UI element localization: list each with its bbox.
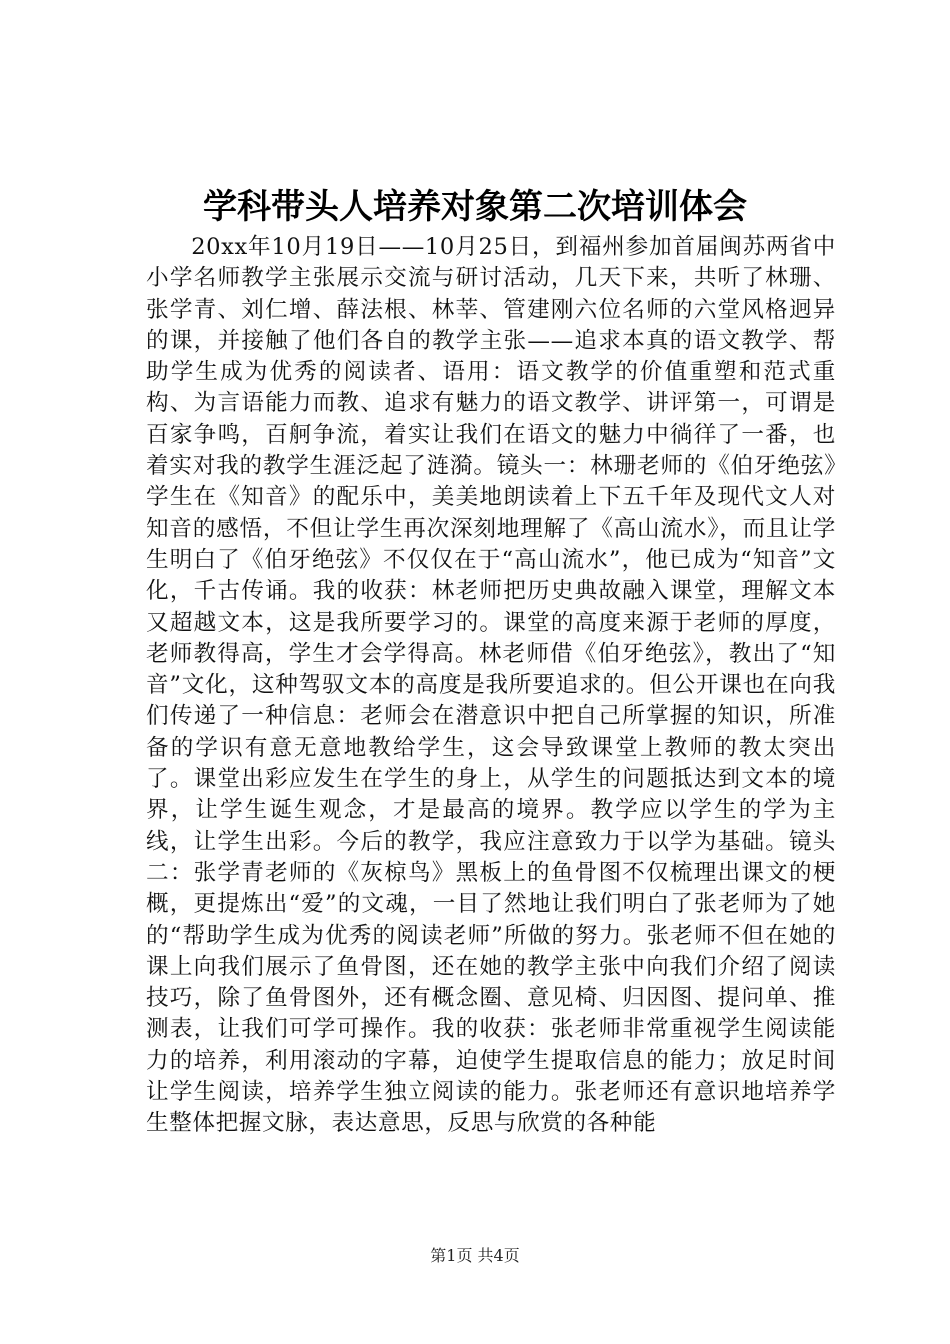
document-title: 学科带头人培养对象第二次培训体会 xyxy=(203,187,747,227)
document-body: 20xx年10月19日——10月25日，到福州参加首届闽苏两省中小学名师教学主张展示交流与研讨活动，几天下来，共听了林珊、张学青、刘仁增、薛法根、林莘、管建刚六位名师的六堂风格迥异的课，并接触了他们各自的教学主张——追求本真的语文教学、帮助学生成为优秀的阅读者、语用：语文教学的价值重塑和范式重构、为言语能力而教、追求有魅力的语文教学、讲评第一，可谓是百家争鸣，百舸争流，着实让我们在语文的魅力中徜徉了一番，也着实对我的教学生涯泛起了涟漪。镜头一：林珊老师的《伯牙绝弦》学生在《知音》的配乐中，美美地朗读着上下五千年及现代文人对知音的感悟，不但让学生再次深刻地理解了《高山流水》，而且让学生明白了《伯牙绝弦》不仅仅在于“高山流水”，他已成为“知音”文化，千古传诵。我的收获：林老师把历史典故融入课堂，理解文本又超越文本，这是我所要学习的。课堂的高度来源于老师的厚度，老师教得高，学生才会学得高。林老师借《伯牙绝弦》，教出了“知音”文化，这种驾驭文本的高度是我所要追求的。但公开课也在向我们传递了一种信息：老师会在潜意识中把自己所掌握的知识，所准备的学识有意无意地教给学生，这会导致课堂上教师的教太突出了。课堂出彩应发生在学生的身上，从学生的问题抵达到文本的境界，让学生诞生观念，才是最高的境界。教学应以学生的学为主线，让学生出彩。今后的教学，我应注意致力于以学为基础。镜头二：张学青老师的《灰椋鸟》黑板上的鱼骨图不仅梳理出课文的梗概，更提炼出“爱”的文魂，一目了然地让我们明白了张老师为了她的“帮助学生成为优秀的阅读老师”所做的努力。张老师不但在她的课上向我们展示了鱼骨图，还在她的教学主张中向我们介绍了阅读技巧，除了鱼骨图外，还有概念圈、意见椅、归因图、提问单、推测表，让我们可学可操作。我的收获：张老师非常重视学生阅读能力的培养，利用滚动的字幕，迫使学生提取信息的能力；放足时间让学生阅读，培养学生独立阅读的能力。张老师还有意识地培养学生整体把握文脉，表达意思，反思与欣赏的各种能 xyxy=(146,234,836,1137)
page-number: 第1页 共4页 xyxy=(430,1246,520,1265)
